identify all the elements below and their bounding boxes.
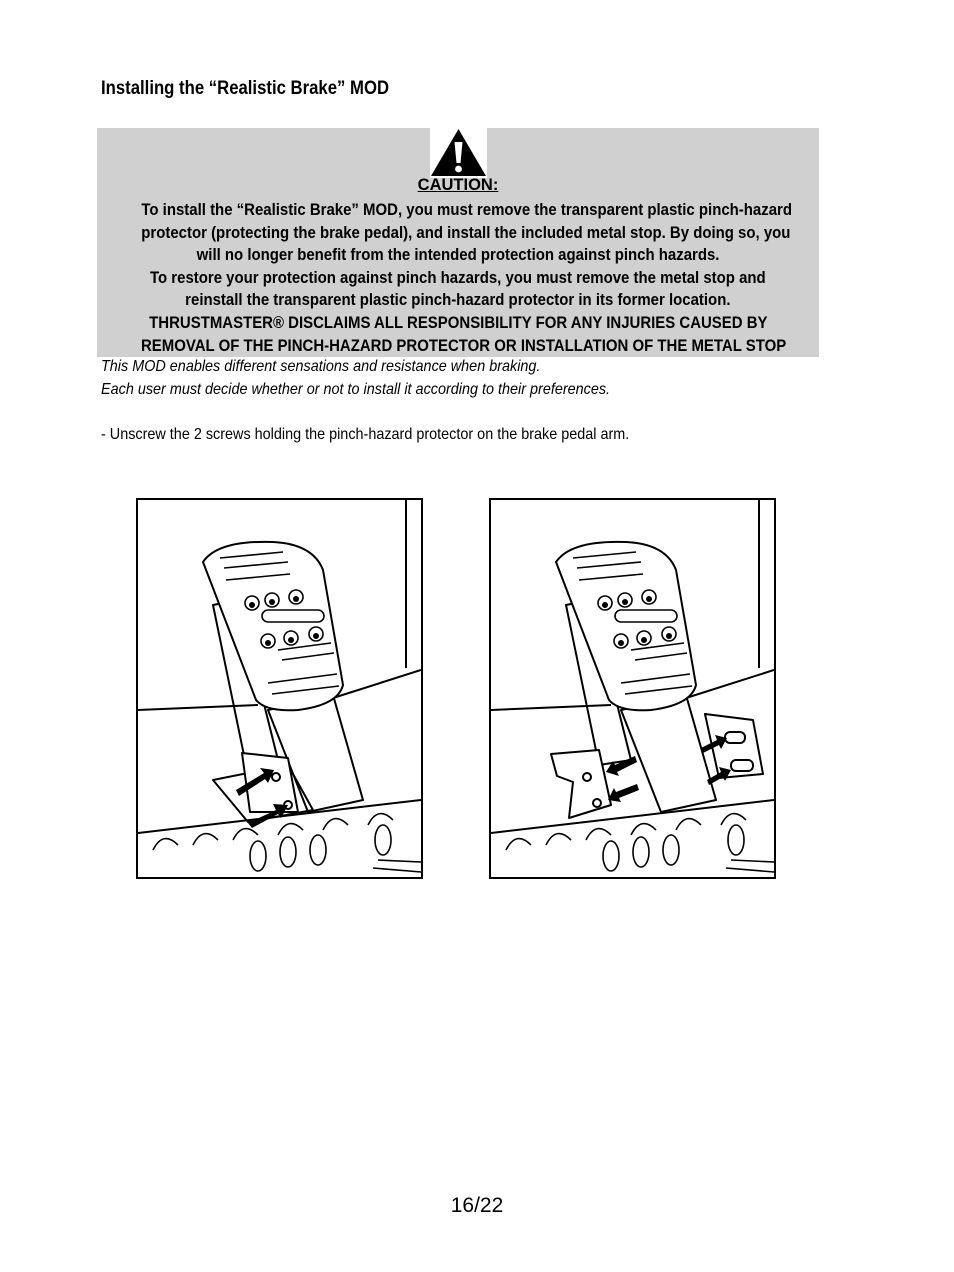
- section-heading: Installing the “Realistic Brake” MOD: [101, 78, 390, 99]
- caution-line: REMOVAL OF THE PINCH-HAZARD PROTECTOR OR INSTALLATION OF THE METAL STOP: [140, 335, 787, 355]
- caution-line: To install the “Realistic Brake” MOD, you must remove the transparent plastic pinch-hazard: [141, 200, 792, 219]
- instruction-step: - Unscrew the 2 screws holding the pinch-hazard protector on the brake pedal arm.: [101, 426, 630, 443]
- caution-text: [97, 199, 819, 357]
- caution-line: THRUSTMASTER® DISCLAIMS ALL RESPONSIBILITY FOR ANY INJURIES CAUSED BY: [148, 312, 768, 332]
- mod-note-1: This MOD enables different sensations and resistance when braking.: [101, 358, 541, 375]
- caution-line: To restore your protection against pinch hazards, you must remove the metal stop and: [150, 267, 766, 287]
- caution-line: protector (protecting the brake pedal), and install the included metal stop. By doing so, you: [141, 222, 791, 242]
- warning-triangle-icon: [430, 128, 487, 178]
- warning-icon-cell: [430, 128, 487, 178]
- caution-title: CAUTION:: [417, 176, 499, 194]
- pedal-with-metal-stop-illustration: [489, 498, 776, 879]
- caution-line: reinstall the transparent plastic pinch-hazard protector in its former location.: [185, 290, 731, 310]
- pedal-with-protector-illustration: [136, 498, 423, 879]
- page-number: 16/22: [450, 1194, 504, 1217]
- caution-box: [97, 128, 819, 357]
- caution-line: will no longer benefit from the intended protection against pinch hazards.: [196, 245, 720, 265]
- mod-note-2: Each user must decide whether or not to install it according to their preferences.: [101, 381, 611, 398]
